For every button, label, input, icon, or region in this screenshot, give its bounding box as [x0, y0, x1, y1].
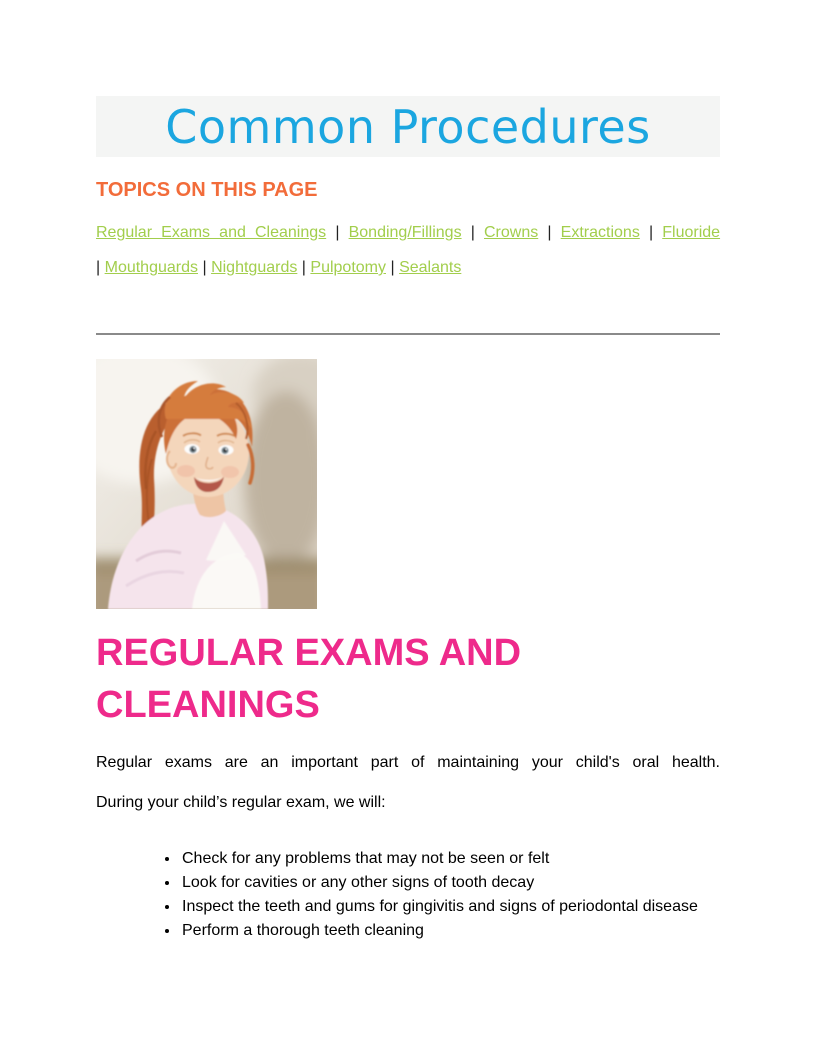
section-intro	[96, 743, 720, 823]
horizontal-divider	[96, 333, 720, 335]
topic-link-extractions[interactable]: Extractions	[560, 224, 640, 241]
list-item: • Inspect the teeth and gums for gingivitis and signs of periodontal disease	[180, 895, 722, 919]
link-separator: |	[547, 224, 552, 241]
topic-link-fluoride[interactable]: Fluoride	[662, 224, 721, 241]
link-separator: |	[648, 224, 654, 241]
link-separator: |	[96, 259, 101, 276]
topics-links-line-2	[96, 250, 720, 285]
topic-link-crowns[interactable]: Crowns	[484, 224, 539, 241]
page-banner	[96, 96, 720, 157]
topic-link-nightguards[interactable]: Nightguards	[211, 259, 298, 276]
exam-steps-list	[96, 847, 720, 943]
list-item: • Perform a thorough teeth cleaning	[180, 919, 722, 943]
list-item: • Check for any problems that may not be seen or felt	[180, 847, 722, 871]
topics-heading: TOPICS ON THIS PAGE	[96, 179, 318, 201]
topics-links	[96, 215, 720, 285]
intro-line-1: Regular exams are an important part of maintaining your child's oral health.	[96, 754, 720, 771]
intro-line-2: During your child’s regular exam, we will:	[96, 794, 386, 811]
topic-link-pulpotomy[interactable]: Pulpotomy	[310, 259, 386, 276]
link-separator: |	[202, 259, 207, 276]
topic-link-bonding-fillings[interactable]: Bonding/Fillings	[348, 224, 462, 241]
topic-link-sealants[interactable]: Sealants	[399, 259, 462, 276]
link-separator: |	[470, 224, 475, 241]
topic-link-regular-exams-and-cleanings[interactable]: Regular Exams and Cleanings	[96, 224, 327, 241]
link-separator: |	[301, 259, 306, 276]
list-item: • Look for cavities or any other signs of tooth decay	[180, 871, 722, 895]
child-photo	[96, 359, 317, 609]
section-heading: REGULAR EXAMS AND CLEANINGS	[96, 632, 522, 726]
page-title: Common Procedures	[165, 99, 651, 154]
link-separator: |	[390, 259, 395, 276]
link-separator: |	[335, 224, 340, 241]
topics-links-line-1	[96, 215, 720, 250]
child-photo-illustration	[96, 359, 317, 609]
topic-link-mouthguards[interactable]: Mouthguards	[104, 259, 198, 276]
